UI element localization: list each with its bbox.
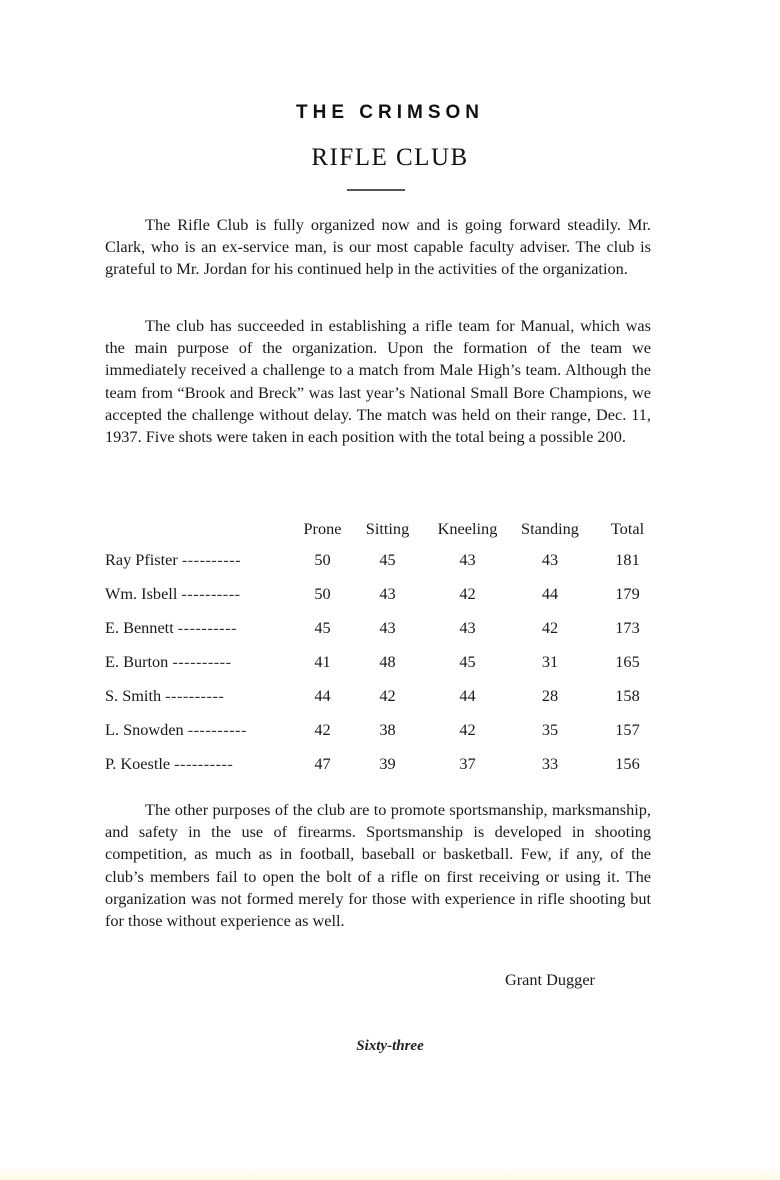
sitting-score: 48 [379,652,396,671]
dot-leader: ---------- [187,720,247,739]
paragraph-intro: The Rifle Club is fully organized now and is going forward steadily. Mr. Clark, who is an ex-service man, is our most capable faculty adviser. The club is grateful to Mr. Jordan for his continued help in the activities of the organization. [105,215,651,279]
dot-leader: ---------- [174,754,234,773]
table-row [105,747,665,781]
total-score: 158 [615,686,640,705]
shooter-name: L. Snowden [105,720,184,739]
shooter-name: Ray Pfister [105,550,178,569]
column-header-standing: Standing [521,519,579,538]
sitting-score: 42 [379,686,396,705]
prone-score: 50 [314,584,331,603]
column-header-kneeling: Kneeling [437,519,498,538]
table-row [105,713,665,747]
author-signature: Grant Dugger [505,970,595,989]
kneeling-score: 45 [459,652,476,671]
dot-leader: ---------- [165,686,225,705]
kneeling-score: 43 [459,550,476,569]
dot-leader: ---------- [181,550,242,569]
kneeling-score: 42 [459,584,476,603]
prone-score: 50 [314,550,331,569]
kneeling-score: 37 [459,754,476,773]
shooter-name-cell [105,679,295,713]
page-edge-tint [0,1166,780,1180]
standing-score: 35 [541,720,559,739]
sitting-score: 43 [379,584,396,603]
shooter-name: S. Smith [105,686,162,705]
dot-leader: ---------- [181,584,241,603]
total-score: 179 [615,584,640,603]
standing-score: 28 [541,686,559,705]
standing-score: 43 [541,550,559,569]
column-header-prone: Prone [303,519,342,538]
table-row [105,543,665,577]
column-header-sitting: Sitting [365,519,410,538]
table-header-row [105,515,665,543]
shooter-name-cell [105,645,295,679]
shooter-name: E. Burton [105,652,169,671]
page-number: Sixty-three [356,1038,424,1054]
shooter-name-cell [105,611,295,645]
table-row [105,679,665,713]
sitting-score: 45 [379,550,396,569]
shooter-name: Wm. Isbell [105,584,178,603]
paragraph-team: The club has succeeded in establishing a rifle team for Manual, which was the main purpose of the organization. Upon the formation of the team we immediately received a challenge to a match from Male High’s team. Although the team from “Brook and Breck” was last year’s National Small Bore Champions, we accepted the challenge without delay. The match was held on their range, Dec. 11, 1937. Five shots were taken in each position with the total being a possible 200. [105,316,651,447]
total-score: 157 [615,720,640,739]
table-row [105,577,665,611]
table-row [105,645,665,679]
kneeling-score: 43 [459,618,476,637]
total-score: 173 [615,618,640,637]
shooter-name-cell [105,543,295,577]
shooter-name: P. Koestle [105,754,171,773]
sitting-score: 39 [379,754,396,773]
prone-score: 45 [314,618,331,637]
standing-score: 31 [541,652,559,671]
total-score: 156 [615,754,640,773]
total-score: 181 [615,550,640,569]
shooter-name-cell [105,577,295,611]
scores-table [105,515,665,781]
dot-leader: ---------- [172,652,232,671]
page-title: RIFLE CLUB [311,144,469,171]
total-score: 165 [615,652,640,671]
prone-score: 47 [314,754,331,773]
shooter-name: E. Bennett [105,618,174,637]
table-row [105,611,665,645]
paragraph-purposes: The other purposes of the club are to promote sportsmanship, marksmanship, and safety in the use of firearms. Sportsmanship is developed in shooting competition, as much as in football, baseball or basketball. Few, if any, of the club’s members fail to open the bolt of a rifle on first receiving or using it. The organization was not formed merely for those with experience in rifle shooting but for those without experience as well. [105,800,651,931]
kneeling-score: 42 [459,720,476,739]
dot-leader: ---------- [177,618,237,637]
shooter-name-cell [105,747,295,781]
standing-score: 44 [541,584,559,603]
prone-score: 41 [314,652,331,671]
standing-score: 33 [541,754,559,773]
publication-heading: THE CRIMSON [296,102,484,123]
sitting-score: 43 [379,618,396,637]
prone-score: 42 [314,720,331,739]
sitting-score: 38 [379,720,396,739]
title-divider [347,189,405,191]
kneeling-score: 44 [459,686,476,705]
column-header-total: Total [610,519,645,538]
prone-score: 44 [314,686,331,705]
shooter-name-cell [105,713,295,747]
standing-score: 42 [541,618,559,637]
column-header-name [105,515,295,543]
